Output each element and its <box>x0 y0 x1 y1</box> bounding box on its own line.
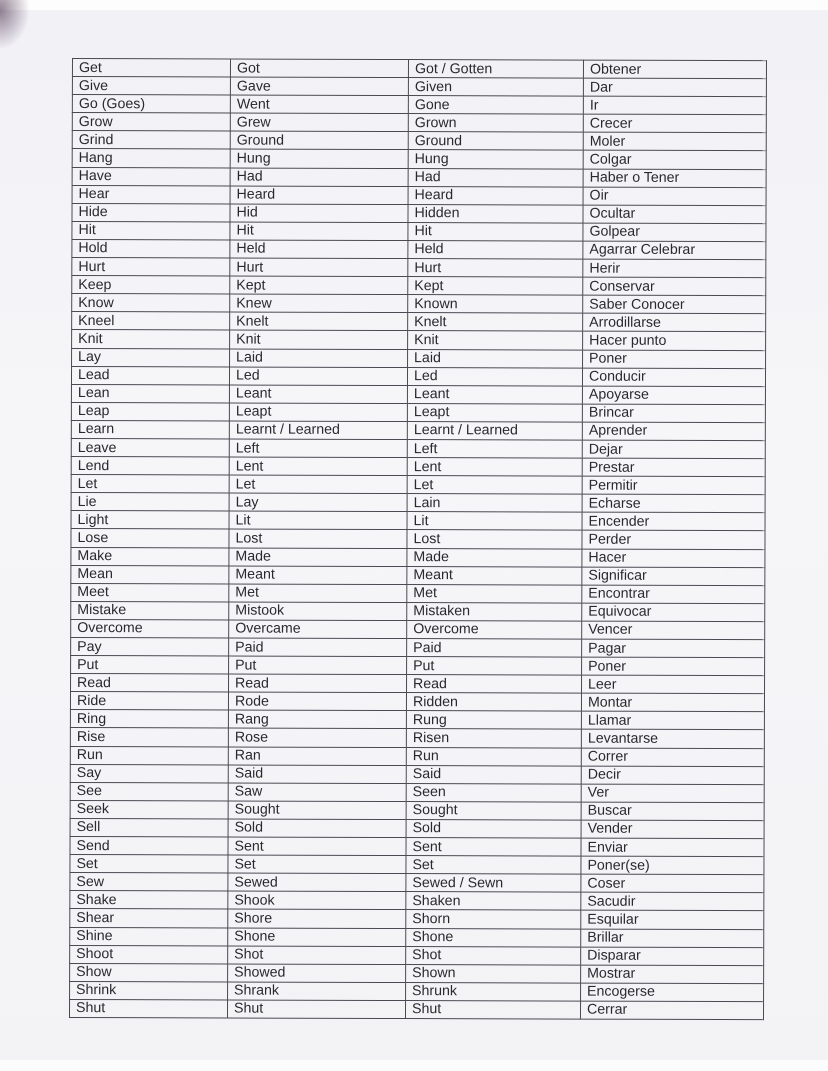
verb-spanish-meaning: Montar <box>581 693 764 712</box>
page-bottom-edge <box>0 1060 828 1071</box>
verb-past-simple: Saw <box>228 783 406 802</box>
verb-base-form: Sell <box>70 818 228 837</box>
verb-spanish-meaning: Vender <box>581 820 764 839</box>
verb-past-simple: Sought <box>228 801 406 820</box>
verb-past-participle: Left <box>407 440 582 459</box>
verb-past-simple: Grew <box>230 113 408 132</box>
verb-past-participle: Got / Gotten <box>408 60 583 79</box>
verb-past-simple: Held <box>230 240 408 259</box>
verb-past-participle: Made <box>407 548 582 567</box>
verb-past-simple: Sold <box>228 819 406 838</box>
table-row <box>71 475 765 495</box>
verb-past-participle: Knelt <box>408 313 583 332</box>
table-row <box>71 583 765 603</box>
table-row <box>71 511 765 531</box>
table-row <box>72 131 766 151</box>
verb-spanish-meaning: Buscar <box>581 802 764 821</box>
verb-past-participle: Shown <box>406 964 581 983</box>
verb-past-simple: Made <box>229 548 407 567</box>
verb-spanish-meaning: Decir <box>581 766 764 785</box>
verb-base-form: Pay <box>71 637 229 656</box>
verb-spanish-meaning: Brillar <box>581 929 764 948</box>
verb-base-form: Leap <box>71 402 229 421</box>
table-row <box>71 656 765 676</box>
table-row <box>72 330 766 350</box>
verb-base-form: Read <box>71 674 229 693</box>
verb-past-simple: Let <box>229 475 407 494</box>
verb-past-simple: Hit <box>230 222 408 241</box>
table-row <box>71 547 765 567</box>
verb-spanish-meaning: Crecer <box>583 114 766 133</box>
verb-spanish-meaning: Disparar <box>581 947 764 966</box>
verb-past-simple: Leant <box>229 385 407 404</box>
verb-base-form: Rise <box>70 728 228 747</box>
verb-spanish-meaning: Llamar <box>581 711 764 730</box>
verb-spanish-meaning: Ver <box>581 784 764 803</box>
verb-past-participle: Hit <box>408 222 583 241</box>
verb-spanish-meaning: Leer <box>582 675 765 694</box>
verb-past-participle: Leapt <box>407 403 582 422</box>
verb-base-form: Lie <box>71 493 229 512</box>
verb-past-simple: Heard <box>230 186 408 205</box>
verb-base-form: Meet <box>71 583 229 602</box>
verb-spanish-meaning: Prestar <box>582 458 765 477</box>
verb-spanish-meaning: Herir <box>583 259 766 278</box>
table-row <box>70 945 764 965</box>
verb-base-form: Show <box>70 963 228 982</box>
table-row <box>72 149 766 169</box>
verb-past-simple: Rode <box>228 692 406 711</box>
page-corner-shadow <box>0 0 30 50</box>
verb-past-participle: Learnt / Learned <box>407 421 582 440</box>
verb-past-simple: Led <box>229 367 407 386</box>
table-row <box>69 999 763 1019</box>
table-row <box>71 420 765 440</box>
verb-past-participle: Met <box>407 584 582 603</box>
verb-spanish-meaning: Haber o Tener <box>583 169 766 188</box>
verb-spanish-meaning: Vencer <box>582 621 765 640</box>
verb-base-form: Know <box>72 294 230 313</box>
table-row <box>70 963 764 983</box>
verb-base-form: Give <box>72 77 230 96</box>
verb-spanish-meaning: Dejar <box>582 440 765 459</box>
verb-base-form: Light <box>71 511 229 530</box>
irregular-verbs-table <box>69 58 767 1020</box>
verb-past-simple: Rose <box>228 728 406 747</box>
verb-base-form: Overcome <box>71 619 229 638</box>
verb-base-form: Leave <box>71 438 229 457</box>
verb-past-simple: Kept <box>230 276 408 295</box>
verb-past-participle: Lain <box>407 494 582 513</box>
verb-past-participle: Grown <box>408 114 583 133</box>
table-row <box>70 837 764 857</box>
verb-past-participle: Risen <box>406 729 581 748</box>
verb-past-participle: Gone <box>408 96 583 115</box>
verb-past-participle: Given <box>408 78 583 97</box>
table-row <box>71 493 765 513</box>
table-row <box>72 95 766 115</box>
verb-past-simple: Shrank <box>228 982 406 1001</box>
table-row <box>70 981 764 1001</box>
verb-past-simple: Read <box>229 674 407 693</box>
verb-base-form: Put <box>71 656 229 675</box>
verb-base-form: Hear <box>72 185 230 204</box>
verb-base-form: Run <box>70 746 228 765</box>
verb-past-participle: Paid <box>407 639 582 658</box>
verb-past-simple: Lit <box>229 511 407 530</box>
verb-spanish-meaning: Esquilar <box>581 911 764 930</box>
verb-base-form: Grind <box>72 131 230 150</box>
verb-base-form: Lead <box>71 366 229 385</box>
verb-past-participle: Hurt <box>408 259 583 278</box>
verb-spanish-meaning: Perder <box>582 531 765 550</box>
table-row <box>71 457 765 477</box>
verb-spanish-meaning: Enviar <box>581 838 764 857</box>
verb-base-form: Hide <box>72 203 230 222</box>
verb-past-simple: Shone <box>228 927 406 946</box>
verb-spanish-meaning: Arrodillarse <box>583 313 766 332</box>
verb-past-simple: Left <box>229 439 407 458</box>
verb-past-participle: Hidden <box>408 204 583 223</box>
table-row <box>70 800 764 820</box>
verb-past-participle: Leant <box>407 385 582 404</box>
verb-spanish-meaning: Encogerse <box>581 983 764 1002</box>
table-row <box>70 855 764 875</box>
verb-spanish-meaning: Significar <box>582 567 765 586</box>
verb-spanish-meaning: Oir <box>583 187 766 206</box>
verb-base-form: Mean <box>71 565 229 584</box>
verb-base-form: Lend <box>71 457 229 476</box>
verb-past-participle: Ground <box>408 132 583 151</box>
verb-past-participle: Sought <box>406 801 581 820</box>
table-row <box>72 203 766 223</box>
verb-base-form: Shake <box>70 891 228 910</box>
verb-past-simple: Laid <box>230 348 408 367</box>
verb-past-participle: Run <box>406 747 581 766</box>
verb-base-form: See <box>70 782 228 801</box>
verb-past-participle: Sewed / Sewn <box>406 874 581 893</box>
verb-past-participle: Seen <box>406 783 581 802</box>
table-row <box>72 294 766 314</box>
table-row <box>70 692 764 712</box>
table-row <box>72 239 766 259</box>
verb-spanish-meaning: Correr <box>581 748 764 767</box>
verb-past-participle: Set <box>406 856 581 875</box>
table-row <box>70 891 764 911</box>
table-row <box>71 674 765 694</box>
verb-table-body <box>69 59 766 1020</box>
verb-past-participle: Knit <box>408 331 583 350</box>
verb-spanish-meaning: Poner <box>583 350 766 369</box>
table-row <box>70 710 764 730</box>
verb-past-participle: Said <box>406 765 581 784</box>
verb-past-simple: Lay <box>229 493 407 512</box>
verb-past-participle: Lit <box>407 512 582 531</box>
verb-past-participle: Overcome <box>407 620 582 639</box>
verb-spanish-meaning: Colgar <box>583 151 766 170</box>
table-row <box>71 366 765 386</box>
table-row <box>72 276 766 296</box>
verb-past-simple: Paid <box>229 638 407 657</box>
table-row <box>70 746 764 766</box>
verb-past-simple: Shore <box>228 909 406 928</box>
verb-spanish-meaning: Mostrar <box>581 965 764 984</box>
verb-spanish-meaning: Moler <box>583 132 766 151</box>
table-row <box>70 728 764 748</box>
table-row <box>70 818 764 838</box>
verb-past-participle: Shone <box>406 928 581 947</box>
verb-spanish-meaning: Pagar <box>582 639 765 658</box>
verb-past-participle: Had <box>408 168 583 187</box>
verb-past-simple: Hurt <box>230 258 408 277</box>
table-row <box>71 619 765 639</box>
verb-past-simple: Hid <box>230 204 408 223</box>
table-row <box>72 185 766 205</box>
table-row <box>72 59 766 79</box>
verb-base-form: Get <box>72 59 230 78</box>
table-row <box>71 402 765 422</box>
verb-past-participle: Lent <box>407 458 582 477</box>
verb-past-simple: Ground <box>230 131 408 150</box>
table-row <box>70 782 764 802</box>
verb-past-simple: Set <box>228 855 406 874</box>
verb-past-participle: Ridden <box>406 693 581 712</box>
verb-spanish-meaning: Conducir <box>582 368 765 387</box>
verb-spanish-meaning: Ocultar <box>583 205 766 224</box>
verb-spanish-meaning: Cerrar <box>580 1001 763 1020</box>
verb-spanish-meaning: Coser <box>581 874 764 893</box>
verb-past-simple: Knelt <box>230 312 408 331</box>
verb-base-form: Send <box>70 837 228 856</box>
verb-past-simple: Shook <box>228 891 406 910</box>
table-row <box>72 258 766 278</box>
verb-past-simple: Knit <box>230 330 408 349</box>
verb-past-participle: Held <box>408 240 583 259</box>
verb-past-simple: Sewed <box>228 873 406 892</box>
table-row <box>70 764 764 784</box>
verb-base-form: Have <box>72 167 230 186</box>
verb-spanish-meaning: Apoyarse <box>582 386 765 405</box>
table-row <box>71 601 765 621</box>
verb-base-form: Shine <box>70 927 228 946</box>
verb-spanish-meaning: Saber Conocer <box>583 295 766 314</box>
verb-past-simple: Leapt <box>229 403 407 422</box>
table-row <box>72 77 766 97</box>
verb-spanish-meaning: Hacer punto <box>583 332 766 351</box>
table-row <box>71 438 765 458</box>
verb-base-form: Say <box>70 764 228 783</box>
verb-past-participle: Shut <box>405 1000 580 1019</box>
table-row <box>72 221 766 241</box>
verb-past-simple: Overcame <box>229 620 407 639</box>
verb-past-simple: Shot <box>228 946 406 965</box>
verb-past-simple: Knew <box>230 294 408 313</box>
verb-base-form: Lose <box>71 529 229 548</box>
verb-spanish-meaning: Permitir <box>582 476 765 495</box>
verb-base-form: Hold <box>72 239 230 258</box>
verb-past-simple: Went <box>230 95 408 114</box>
verb-spanish-meaning: Ir <box>583 96 766 115</box>
verb-base-form: Shoot <box>70 945 228 964</box>
verb-spanish-meaning: Obtener <box>583 60 766 79</box>
verb-base-form: Learn <box>71 420 229 439</box>
verb-past-participle: Kept <box>408 277 583 296</box>
table-row <box>71 529 765 549</box>
verb-spanish-meaning: Levantarse <box>581 730 764 749</box>
verb-base-form: Sew <box>70 873 228 892</box>
table-row <box>72 113 766 133</box>
verb-spanish-meaning: Brincar <box>582 404 765 423</box>
verb-past-participle: Led <box>407 367 582 386</box>
verb-spanish-meaning: Sacudir <box>581 892 764 911</box>
verb-spanish-meaning: Hacer <box>582 549 765 568</box>
table-row <box>70 873 764 893</box>
verb-base-form: Shut <box>69 999 227 1018</box>
verb-past-participle: Hung <box>408 150 583 169</box>
table-row <box>72 167 766 187</box>
verb-past-participle: Shot <box>406 946 581 965</box>
verb-base-form: Let <box>71 475 229 494</box>
verb-base-form: Set <box>70 855 228 874</box>
verb-base-form: Go (Goes) <box>72 95 230 114</box>
verb-past-simple: Got <box>230 59 408 78</box>
verb-base-form: Hurt <box>72 258 230 277</box>
verb-past-participle: Shorn <box>406 910 581 929</box>
table-row <box>70 909 764 929</box>
verb-past-participle: Read <box>407 675 582 694</box>
verb-sheet <box>69 58 788 1034</box>
verb-base-form: Ring <box>70 710 228 729</box>
verb-past-simple: Meant <box>229 566 407 585</box>
verb-spanish-meaning: Poner <box>582 657 765 676</box>
verb-past-participle: Mistaken <box>407 602 582 621</box>
verb-past-simple: Sent <box>228 837 406 856</box>
verb-base-form: Make <box>71 547 229 566</box>
table-row <box>71 637 765 657</box>
verb-past-participle: Sold <box>406 819 581 838</box>
verb-spanish-meaning: Golpear <box>583 223 766 242</box>
verb-past-participle: Put <box>407 657 582 676</box>
verb-base-form: Ride <box>70 692 228 711</box>
verb-past-participle: Shaken <box>406 892 581 911</box>
verb-base-form: Shrink <box>70 981 228 1000</box>
table-row <box>71 384 765 404</box>
verb-base-form: Lay <box>72 348 230 367</box>
table-row <box>72 348 766 368</box>
verb-spanish-meaning: Aprender <box>582 422 765 441</box>
verb-past-simple: Lent <box>229 457 407 476</box>
verb-past-simple: Said <box>228 765 406 784</box>
verb-past-participle: Lost <box>407 530 582 549</box>
verb-past-participle: Rung <box>406 711 581 730</box>
verb-past-simple: Put <box>229 656 407 675</box>
table-row <box>70 927 764 947</box>
verb-base-form: Grow <box>72 113 230 132</box>
verb-spanish-meaning: Echarse <box>582 494 765 513</box>
verb-past-simple: Learnt / Learned <box>229 421 407 440</box>
verb-base-form: Hang <box>72 149 230 168</box>
verb-past-simple: Lost <box>229 529 407 548</box>
verb-past-simple: Hung <box>230 149 408 168</box>
verb-base-form: Hit <box>72 221 230 240</box>
verb-base-form: Lean <box>71 384 229 403</box>
verb-past-participle: Heard <box>408 186 583 205</box>
verb-past-simple: Mistook <box>229 602 407 621</box>
verb-base-form: Knit <box>72 330 230 349</box>
verb-past-simple: Shut <box>227 1000 405 1019</box>
verb-past-simple: Showed <box>228 964 406 983</box>
verb-past-simple: Had <box>230 168 408 187</box>
verb-spanish-meaning: Conservar <box>583 277 766 296</box>
verb-past-simple: Met <box>229 584 407 603</box>
verb-past-participle: Sent <box>406 838 581 857</box>
verb-spanish-meaning: Encender <box>582 512 765 531</box>
verb-past-participle: Known <box>408 295 583 314</box>
verb-base-form: Seek <box>70 800 228 819</box>
table-row <box>72 312 766 332</box>
verb-past-simple: Ran <box>228 747 406 766</box>
verb-past-participle: Let <box>407 476 582 495</box>
verb-spanish-meaning: Poner(se) <box>581 856 764 875</box>
verb-base-form: Kneel <box>72 312 230 331</box>
verb-spanish-meaning: Encontrar <box>582 585 765 604</box>
verb-spanish-meaning: Dar <box>583 78 766 97</box>
verb-spanish-meaning: Agarrar Celebrar <box>583 241 766 260</box>
verb-base-form: Shear <box>70 909 228 928</box>
verb-past-participle: Laid <box>408 349 583 368</box>
verb-past-simple: Rang <box>228 710 406 729</box>
table-row <box>71 565 765 585</box>
verb-base-form: Mistake <box>71 601 229 620</box>
verb-past-participle: Shrunk <box>406 982 581 1001</box>
verb-base-form: Keep <box>72 276 230 295</box>
verb-past-participle: Meant <box>407 566 582 585</box>
verb-spanish-meaning: Equivocar <box>582 603 765 622</box>
verb-past-simple: Gave <box>230 77 408 96</box>
